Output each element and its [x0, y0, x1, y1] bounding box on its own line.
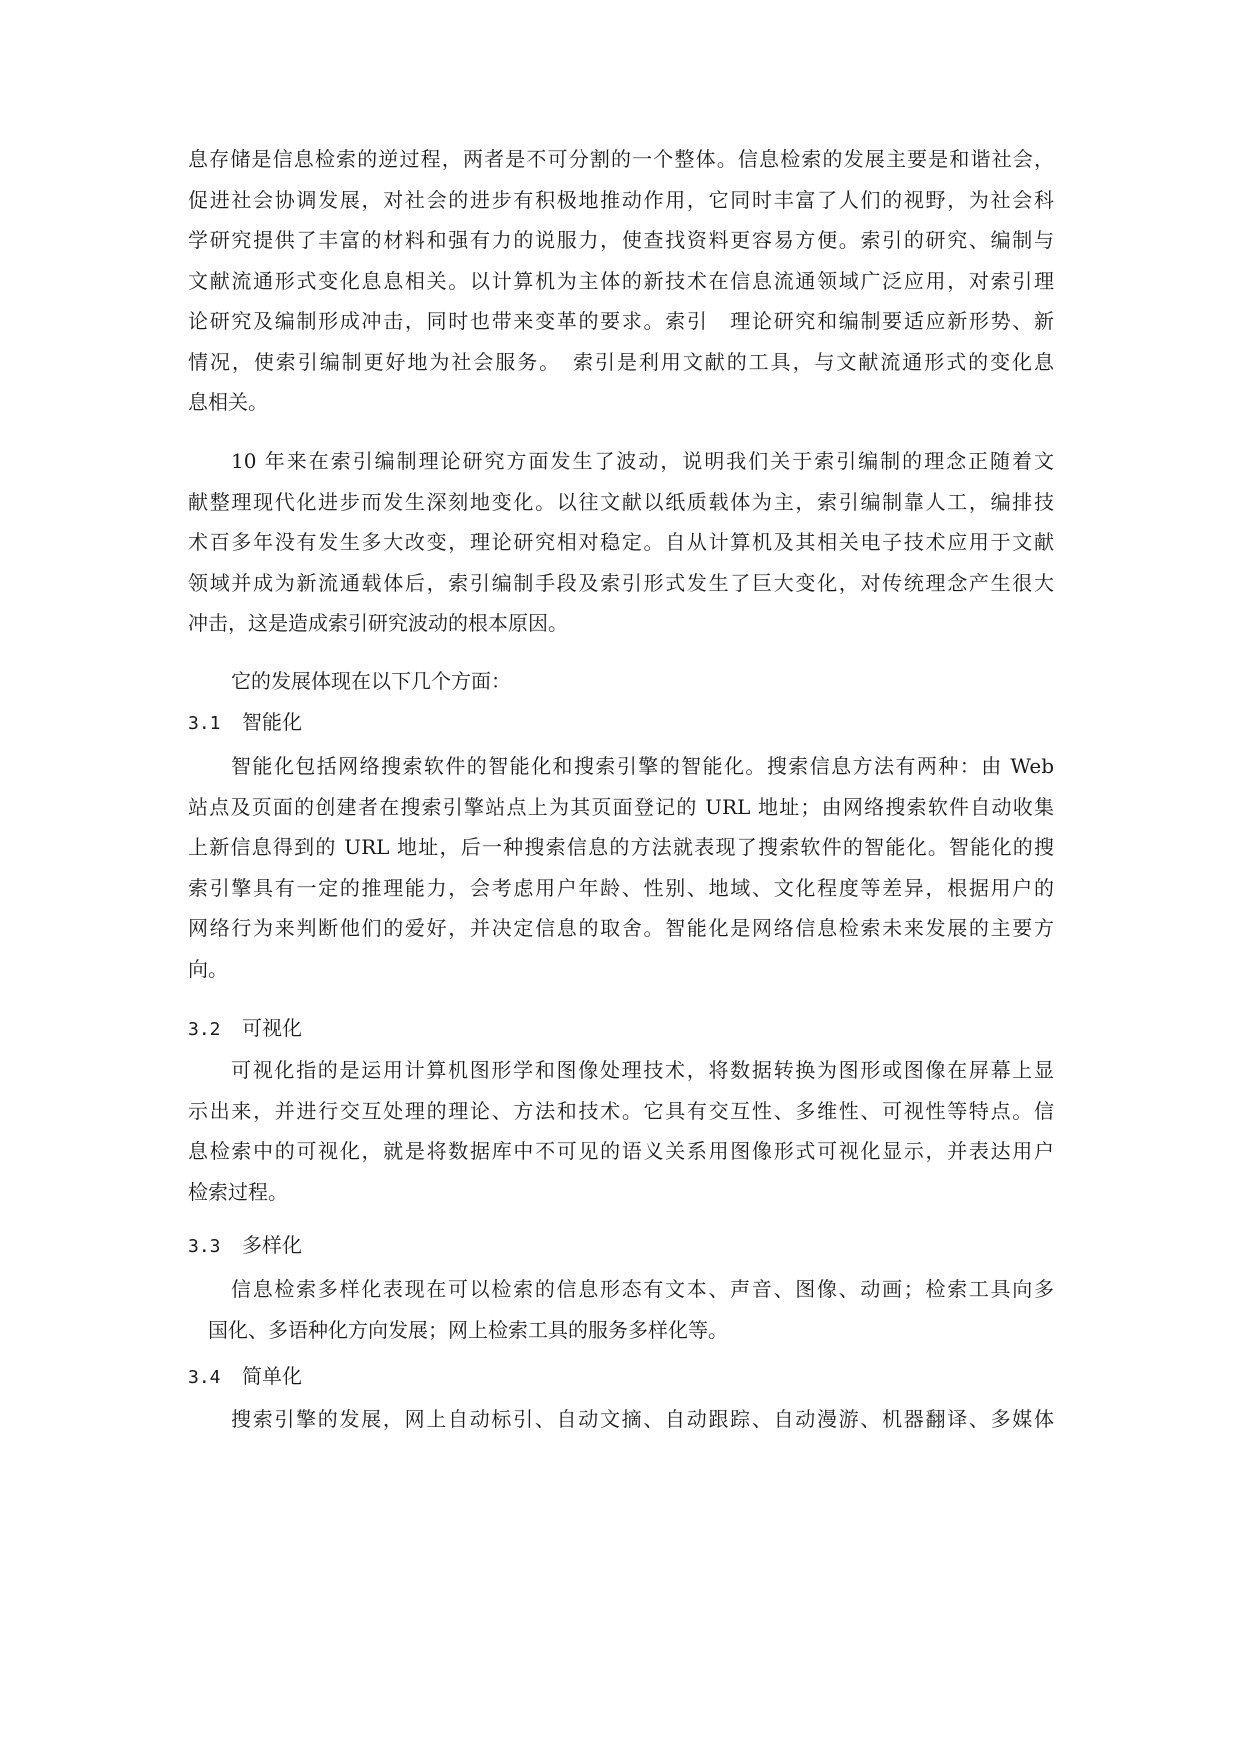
- paragraph-line: 论研究及编制形成冲击，同时也带来变革的要求。索引 理论研究和编制要适应新形势、新: [188, 309, 1054, 333]
- section-title: 简单化: [242, 1364, 302, 1388]
- paragraph-line: 示出来，并进行交互处理的理论、方法和技术。它具有交互性、多维性、可视性等特点。信: [188, 1098, 1054, 1123]
- paragraph-line: 网络行为来判断他们的爱好，并决定信息的取舍。智能化是网络信息检索未来发展的主要方: [188, 916, 1054, 940]
- paragraph-line: 国化、多语种化方向发展；网上检索工具的服务多样化等。: [208, 1317, 728, 1342]
- paragraph-line: 献整理现代化进步而发生深刻地变化。以往文献以纸质载体为主，索引编制靠人工，编排技: [188, 489, 1054, 514]
- paragraph-4: [188, 746, 1054, 989]
- paragraph-6: [188, 1269, 1054, 1350]
- section-heading-3-2: [188, 1008, 302, 1050]
- paragraph-line: 智能化包括网络搜索软件的智能化和搜索引擎的智能化。搜索信息方法有两种：由 Web: [231, 754, 1054, 778]
- paragraph-line: 息存储是信息检索的逆过程，两者是不可分割的一个整体。信息检索的发展主要是和谐社会，: [188, 147, 1054, 171]
- section-heading-3-1: [188, 702, 302, 744]
- paragraph-line: 情况，使索引编制更好地为社会服务。 索引是利用文献的工具，与文献流通形式的变化息: [188, 349, 1054, 374]
- paragraph-7: [188, 1399, 1054, 1440]
- section-title: 多样化: [242, 1233, 302, 1257]
- section-number: 3.2: [188, 1019, 221, 1040]
- section-number: 3.3: [188, 1236, 221, 1257]
- paragraph-line: 促进社会协调发展，对社会的进步有积极地推动作用，它同时丰富了人们的视野，为社会科: [188, 187, 1054, 212]
- paragraph-line: 向。: [188, 956, 228, 981]
- paragraph-line: 息相关。: [188, 390, 268, 414]
- paragraph-line: 可视化指的是运用计算机图形学和图像处理技术，将数据转换为图形或图像在屏幕上显: [231, 1058, 1054, 1082]
- paragraph-line: 它的发展体现在以下几个方面：: [231, 669, 511, 693]
- section-heading-3-4: [188, 1356, 302, 1398]
- paragraph-5: [188, 1050, 1054, 1212]
- paragraph-line: 信息检索多样化表现在可以检索的信息形态有文本、声音、图像、动画；检索工具向多: [231, 1277, 1054, 1301]
- section-title: 智能化: [242, 710, 302, 734]
- section-heading-3-3: [188, 1225, 302, 1267]
- paragraph-line: 10 年来在索引编制理论研究方面发生了波动，说明我们关于索引编制的理念正随着文: [231, 449, 1054, 473]
- paragraph-line: 息检索中的可视化，就是将数据库中不可见的语义关系用图像形式可视化显示，并表达用户: [188, 1139, 1054, 1163]
- section-number: 3.1: [188, 713, 221, 734]
- paragraph-3: [188, 661, 1054, 702]
- paragraph-line: 站点及页面的创建者在搜索引擎站点上为其页面登记的 URL 地址；由网络搜索软件自动收集: [188, 794, 1054, 819]
- paragraph-line: 领域并成为新流通载体后，索引编制手段及索引形式发生了巨大变化，对传统理念产生很大: [188, 570, 1054, 595]
- paragraph-line: 检索过程。: [188, 1179, 288, 1204]
- paragraph-line: 上新信息得到的 URL 地址，后一种搜索信息的方法就表现了搜索软件的智能化。智能化的搜: [188, 835, 1054, 859]
- paragraph-1: [188, 139, 1054, 423]
- paragraph-line: 学研究提供了丰富的材料和强有力的说服力，使查找资料更容易方便。索引的研究、编制与: [188, 228, 1054, 252]
- paragraph-line: 搜索引擎的发展，网上自动标引、自动文摘、自动跟踪、自动漫游、机器翻译、多媒体: [231, 1407, 1054, 1431]
- paragraph-line: 文献流通形式变化息息相关。以计算机为主体的新技术在信息流通领域广泛应用，对索引理: [188, 268, 1054, 293]
- section-number: 3.4: [188, 1367, 221, 1388]
- paragraph-line: 冲击，这是造成索引研究波动的根本原因。: [188, 611, 568, 635]
- paragraph-line: 索引擎具有一定的推理能力，会考虑用户年龄、性别、地域、文化程度等差异，根据用户的: [188, 875, 1054, 900]
- paragraph-2: [188, 441, 1054, 644]
- paragraph-line: 术百多年没有发生多大改变，理论研究相对稳定。自从计算机及其相关电子技术应用于文献: [188, 530, 1054, 554]
- section-title: 可视化: [242, 1016, 302, 1040]
